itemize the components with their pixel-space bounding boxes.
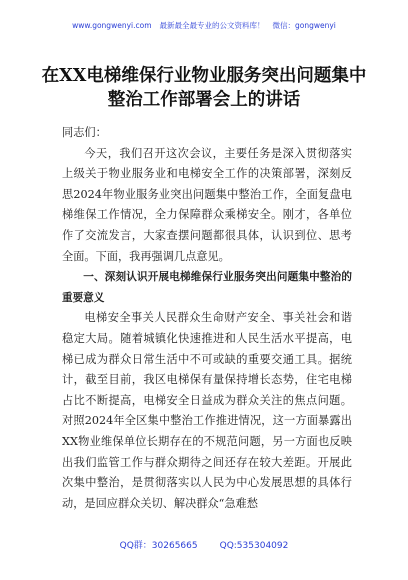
header-tagline: 最新最全最专业的公文资料库！ bbox=[159, 21, 265, 30]
document-title: 在XX电梯维保行业物业服务突出问题集中整治工作部署会上的讲话 bbox=[41, 66, 367, 110]
header-wechat: 微信：gongwenyi bbox=[272, 21, 336, 30]
salutation: 同志们： bbox=[62, 126, 107, 139]
footer-qq-group: QQ群：30265665 bbox=[119, 541, 198, 551]
document-body bbox=[62, 123, 352, 514]
paragraph-intro: 今天，我们召开这次会议，主要任务是深入贯彻落实上级关于物业服务业和电梯安全工作的决策部署，深刻反思2024年物业服务业突出问题集中整治工作，全面复盘电梯维保工作情况，全力保障群众乘梯安全。刚才，各单位作了交流发言，大家查摆问题都很具体，认识到位、思考全面。下面，我再强调几点意见。 bbox=[62, 146, 352, 263]
page-footer bbox=[0, 538, 408, 551]
footer-qq-contact: QQ:535304092 bbox=[219, 541, 289, 551]
paragraph-significance: 电梯安全事关人民群众生命财产安全、事关社会和谐稳定大局。随着城镇化快速推进和人民生活水平提高，电梯已成为群众日常生活中不可或缺的重要交通工具。据统计，截至目前，我区电梯保有量保持增长态势，住宅电梯占比不断提高，电梯安全日益成为群众关注的焦点问题。对照2024年全区集中整治工作推进情况，这一方面暴露出XX物业维保单位长期存在的不规范问题，另一方面也反映出我们监管工作与群众期待之间还存在较大差距。开展此次集中整治，是贯彻落实以人民为中心发展思想的具体行动，是回应群众关切、解决群众“急难愁 bbox=[62, 311, 352, 510]
header-site-url[interactable]: www.gongwenyi.com bbox=[72, 21, 152, 30]
section-heading-1: 一、深刻认识开展电梯维保行业服务突出问题集中整治的重要意义 bbox=[62, 271, 352, 304]
page-header bbox=[0, 20, 408, 31]
